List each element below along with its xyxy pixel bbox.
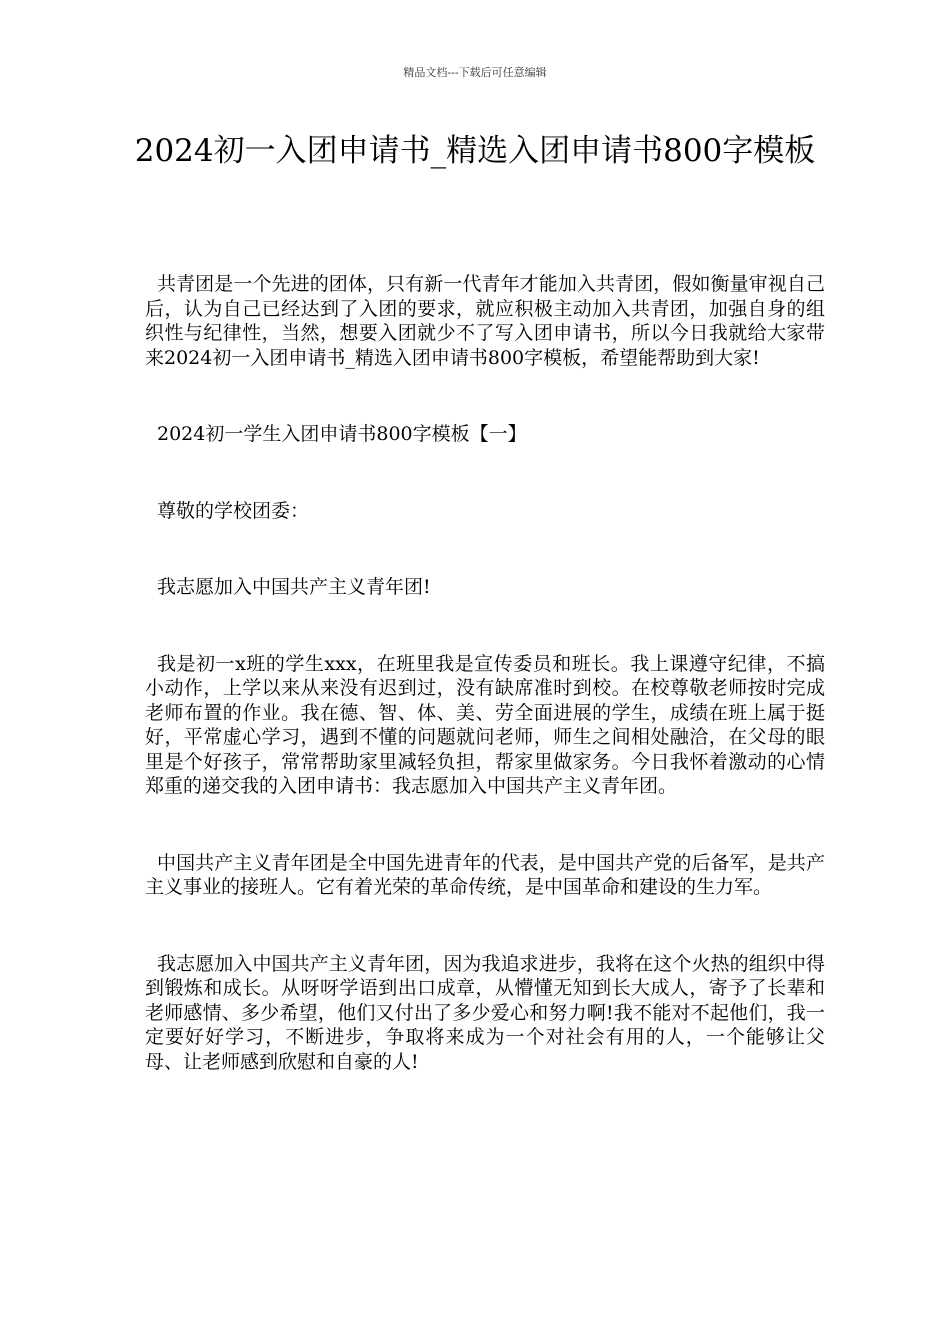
- body-paragraph: 中国共产主义青年团是全中国先进青年的代表，是中国共产党的后备军，是共产主义事业的接班人。它有着光荣的革命传统，是中国革命和建设的生力军。: [145, 851, 825, 898]
- section-heading: 2024初一学生入团申请书800字模板【一】: [157, 423, 527, 445]
- page-header: 精品文档---下载后可任意编辑: [403, 66, 547, 79]
- document-title: 2024初一入团申请书_精选入团申请书800字模板: [134, 133, 816, 169]
- declaration: 我志愿加入中国共产主义青年团!: [157, 576, 431, 598]
- salutation: 尊敬的学校团委：: [157, 499, 310, 522]
- body-paragraph: 我是初一x班的学生xxx，在班里我是宣传委员和班长。我上课遵守纪律，不搞小动作，上学以来从来没有迟到过，没有缺席准时到校。在校尊敬老师按时完成老师布置的作业。我在德、智、体、美、劳全面进展的学生，成绩在班上属于挺好，平常虚心学习，遇到不懂的问题就问老师，师生之间相处融洽，在父母的眼里是个好孩子，常常帮助家里减轻负担，帮家里做家务。今日我怀着激动的心情郑重的递交我的入团申请书：我志愿加入中国共产主义青年团。: [145, 652, 825, 797]
- intro-paragraph: 共青团是一个先进的团体，只有新一代青年才能加入共青团，假如衡量审视自己后，认为自己已经达到了入团的要求，就应积极主动加入共青团，加强自身的组织性与纪律性，当然，想要入团就少不了写入团申请书，所以今日我就给大家带来2024初一入团申请书_精选入团申请书800字模板，希望能帮助到大家!: [145, 273, 825, 369]
- document-body: [145, 272, 825, 1074]
- body-paragraph: 我志愿加入中国共产主义青年团，因为我追求进步，我将在这个火热的组织中得到锻炼和成长。从呀呀学语到出口成章，从懵懂无知到长大成人，寄予了长辈和老师感情、多少希望，他们又付出了多少爱心和努力啊!我不能对不起他们，我一定要好好学习，不断进步，争取将来成为一个对社会有用的人，一个能够让父母、让老师感到欣慰和自豪的人!: [145, 952, 825, 1073]
